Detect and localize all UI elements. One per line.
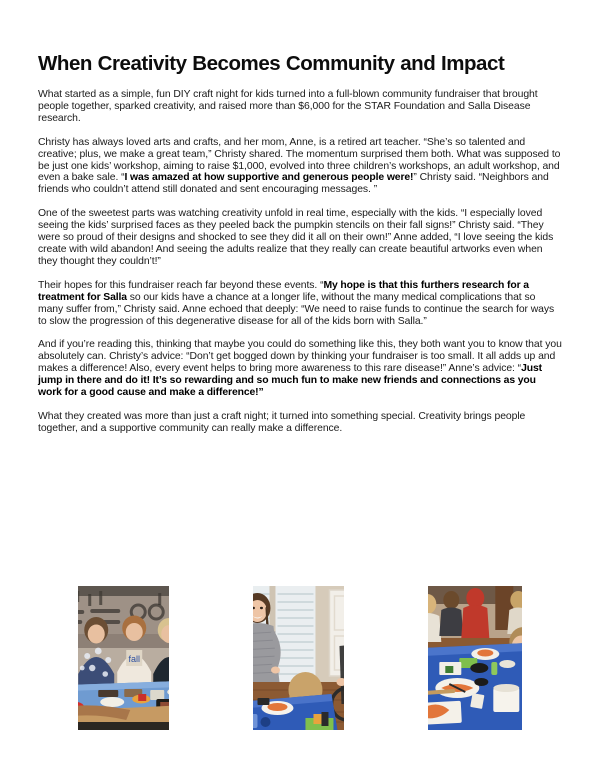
- article-content: [38, 52, 562, 435]
- text-run: ” Christy said. “Neighbors and friends who couldn’t attend still donated and sent encouraging messages. ”: [38, 172, 549, 196]
- text-run: Their hopes for this fundraiser reach far beyond these events. “: [38, 279, 324, 291]
- photo-kids-painting: [428, 586, 522, 730]
- quote-just-jump-in: Just jump in there and do it! It’s so rewarding and so much fun to make new friends and connections as you work for a good cause and make a difference!”: [38, 363, 542, 399]
- text-run: One of the sweetest parts was watching creativity unfold in real time, especially with the kids. “I especially loved seeing the kids’ surprised faces as they peeled back the pumpkin stencils on their fall signs!” Christy said. “They were so proud of their designs and shocked to see they did it all on their own!” Anne added, “I love seeing the kids create with wild abandon! And seeing the adults realize that they really can create beautiful artworks even when they thought they couldn’t!”: [38, 208, 554, 267]
- photo-adult-workshop: [78, 586, 169, 730]
- photo-family-craft-table: [253, 586, 344, 730]
- paragraph-intro: [38, 89, 562, 125]
- quote-amazed-supportive: I was amazed at how supportive and generous people were!: [124, 172, 414, 184]
- paragraph-closing: [38, 411, 562, 435]
- paragraph-christy-and-anne: [38, 137, 562, 197]
- text-run: so our kids have a chance at a longer life, without the many medical complications that so many suffer from,” Christy said. Anne echoed that deeply: “We need to raise funds to continue the search for ways to slow the progression of this degenerative disease for all of the kids born with Salla.”: [38, 291, 555, 327]
- svg-text:fall: fall: [128, 654, 140, 664]
- text-run: Christy has always loved arts and crafts, and her mom, Anne, is a retired art teacher. “She’s so talented and creative; plus, we make a great team,” Christy shared. The momentum surprised them both. What was supposed to be just one kids’ workshop, aiming to raise $1,000, evolved into three children’s workshops, an adult workshop, and even a bake sale. “: [38, 136, 561, 184]
- photo-gallery: [38, 570, 562, 714]
- photo-family-craft-table-image: [253, 586, 344, 730]
- quote-furthers-research: My hope is that this furthers research for a treatment for Salla: [38, 279, 529, 303]
- text-run: What started as a simple, fun DIY craft night for kids turned into a full-blown community fundraiser that brought people together, sparked creativity, and raised more than $6,000 for the STAR Foundation and Salla Disease research.: [38, 89, 538, 124]
- text-run: What they created was more than just a craft night; it turned into something special. Creativity brings people together, and a supportive community can really make a difference.: [38, 410, 526, 434]
- page-title: When Creativity Becomes Community and Impact: [38, 52, 505, 75]
- paragraph-hopes-for-research: [38, 280, 562, 328]
- photo-adult-workshop-image: [78, 586, 169, 730]
- paragraph-creativity-unfold: [38, 208, 562, 268]
- photo-kids-painting-image: [428, 586, 522, 730]
- paragraph-advice: [38, 339, 562, 399]
- text-run: And if you’re reading this, thinking that maybe you could do something like this, they both want you to know that you absolutely can. Christy’s advice: “Don’t get bogged down by thinking your fundraiser is too small. It all adds up and makes a difference! Also, every event helps to bring more awareness to this rare disease!” Anne’s advice: “: [38, 339, 562, 375]
